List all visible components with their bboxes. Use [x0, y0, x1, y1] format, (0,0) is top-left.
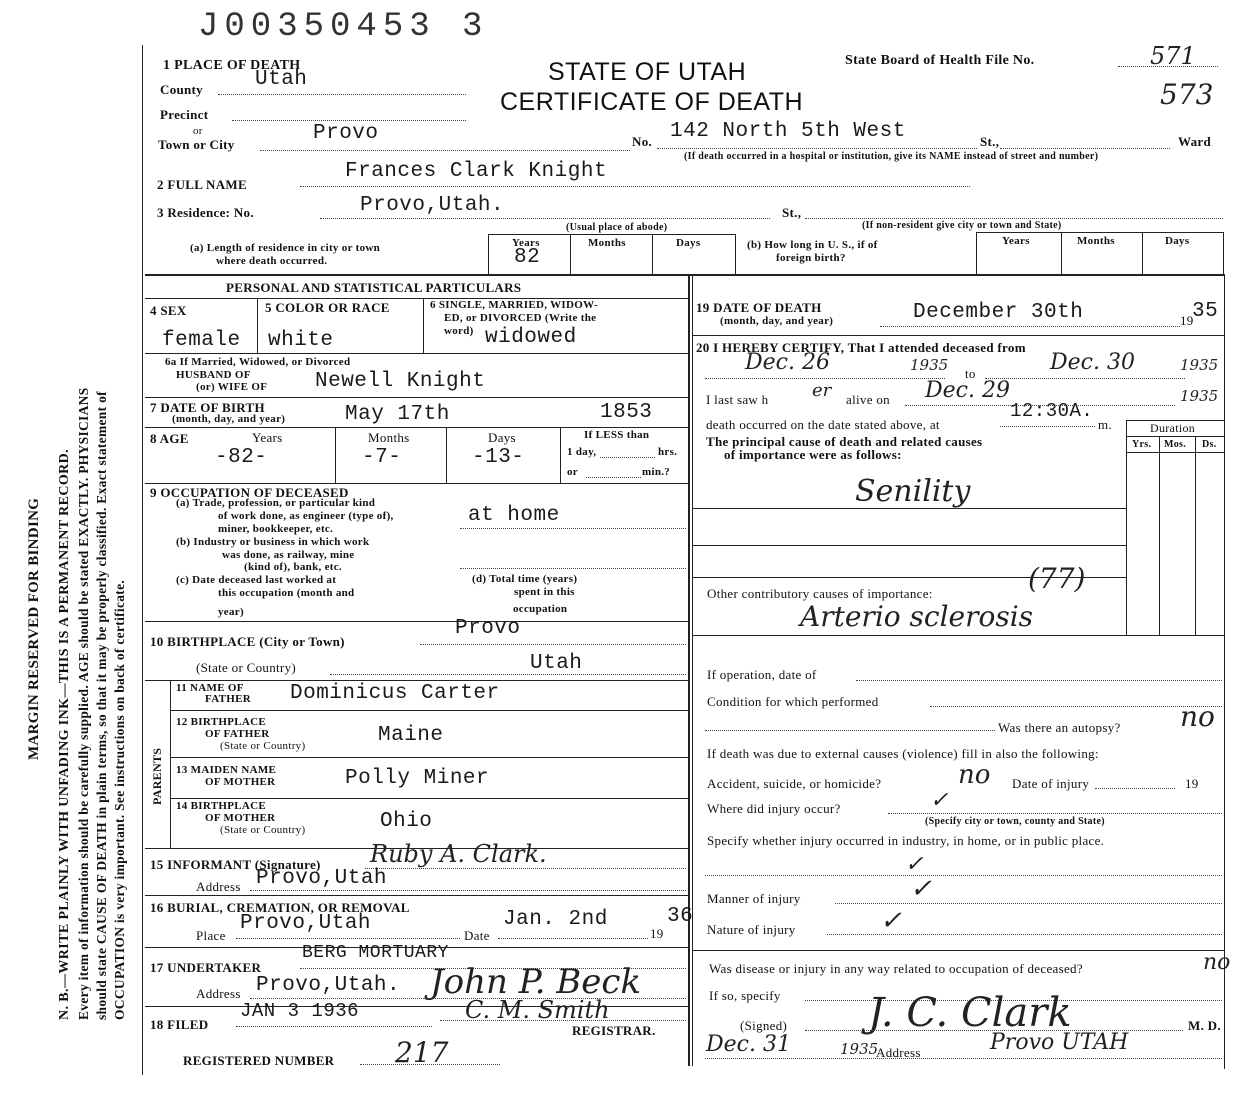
duration-label: Duration	[1150, 421, 1196, 435]
father-value: Dominicus Carter	[290, 682, 500, 705]
less-label: If LESS than	[584, 429, 650, 441]
undertaker-label: 17 UNDERTAKER	[150, 960, 262, 975]
last-saw-year: 1935	[1180, 387, 1219, 405]
mother-label-a: 13 MAIDEN NAME	[176, 764, 277, 776]
undertaker-value: BERG MORTUARY	[302, 943, 449, 963]
disease-label: Was disease or injury in any way related to occupation of deceased?	[709, 961, 1083, 976]
registrar-label: REGISTRAR.	[572, 1023, 656, 1038]
undertaker-address-value: Provo,Utah.	[256, 974, 401, 997]
non-resident-note: (If non-resident give city or town and State)	[862, 220, 1062, 231]
occ-c-3: year)	[218, 606, 244, 618]
duration-mid	[1126, 436, 1224, 437]
occupation-value: at home	[468, 504, 560, 527]
condition-label: Condition for which performed	[707, 694, 879, 709]
day-label: 1 day,	[567, 446, 597, 458]
occ-d-2: spent in this	[514, 586, 575, 598]
physician-signature: J. C. Clark	[868, 990, 1072, 1036]
res-col-2	[570, 234, 571, 274]
residence-st-line	[805, 218, 1223, 219]
occ-c-1: (c) Date deceased last worked at	[176, 574, 337, 586]
father-row-bottom	[170, 710, 688, 711]
color-label: 5 COLOR OR RACE	[265, 300, 390, 315]
residence-line	[320, 218, 770, 219]
mos-label: Mos.	[1164, 439, 1187, 450]
informant-signature: Ruby A. Clark.	[370, 840, 547, 868]
residence-months-label: Months	[588, 237, 626, 249]
registrar-line	[440, 1020, 686, 1021]
street-no-label: No.	[632, 134, 653, 149]
marital-label-c: word)	[444, 325, 474, 337]
margin-line-3: should state CAUSE OF DEATH in plain terms, so that it may be properly classified. Exact statement of	[94, 391, 109, 1020]
duration-header-bottom	[1126, 452, 1224, 453]
attended-to-line	[985, 378, 1185, 379]
margin-nb-line: N. B.—WRITE PLAINLY WITH UNFADING INK—THIS IS A PERMANENT RECORD.	[57, 448, 72, 1020]
sex-label: 4 SEX	[150, 303, 187, 318]
usual-abode-note: (Usual place of abode)	[566, 222, 668, 233]
us-label-b: foreign birth?	[776, 252, 846, 264]
cause-line-1	[692, 508, 1126, 509]
father-birthplace-value: Maine	[378, 724, 444, 747]
mother-value: Polly Miner	[345, 767, 490, 790]
informant-bottom	[145, 895, 688, 896]
dob-year-value: 1853	[600, 401, 653, 424]
town-line	[260, 150, 630, 151]
ds-label: Ds.	[1202, 439, 1217, 450]
age-days-value: -13-	[472, 446, 525, 469]
death-time-value: 12:30A.	[1010, 400, 1094, 422]
injury-date-label: Date of injury	[1012, 776, 1090, 791]
injury-year-prefix: 19	[1185, 776, 1199, 791]
cause-value: Senility	[855, 474, 971, 509]
last-saw-label: I last saw h	[706, 392, 769, 407]
injury-section-bottom	[692, 950, 1224, 951]
where-mark: ✓	[930, 788, 949, 813]
burial-label: 16 BURIAL, CREMATION, OR REMOVAL	[150, 900, 410, 915]
or-min-label: or	[567, 466, 578, 478]
marital-label-b: ED, or DIVORCED (Write the	[444, 312, 597, 324]
state-title: STATE OF UTAH	[548, 58, 747, 86]
attended-to-year: 1935	[1180, 356, 1219, 374]
father-label-a: 11 NAME OF	[176, 682, 244, 694]
occ-b-1: (b) Industry or business in which work	[176, 536, 370, 548]
burial-date-label: Date	[464, 928, 490, 943]
birthplace-label: 10 BIRTHPLACE (City or Town)	[150, 634, 345, 649]
margin-line-4: OCCUPATION is very important. See instructions on back of certificate.	[112, 579, 127, 1020]
spouse-row-bottom	[145, 397, 688, 398]
color-value: white	[268, 329, 334, 352]
occ-c-2: this occupation (month and	[218, 587, 355, 599]
specify-label: Specify whether injury occurred in industry, in home, or in public place.	[707, 833, 1105, 848]
mother-birthplace-value: Ohio	[380, 810, 433, 833]
where-line	[888, 813, 1222, 814]
signed-date: Dec. 31	[706, 1032, 791, 1057]
dod-year-value: 35	[1192, 300, 1219, 323]
manner-mark: ✓	[910, 874, 932, 904]
hrs-line	[600, 457, 655, 458]
attended-from-value: Dec. 26	[745, 350, 830, 375]
father-bp-bottom	[170, 757, 688, 758]
min-label: min.?	[642, 466, 671, 478]
age-label: 8 AGE	[150, 431, 189, 446]
occ-a-3: miner, bookkeeper, etc.	[218, 523, 334, 535]
informant-address-value: Provo,Utah	[256, 867, 388, 890]
age-row-bottom	[145, 483, 688, 484]
external-label: If death was due to external causes (violence) fill in also the following:	[707, 746, 1099, 761]
where-label: Where did injury occur?	[707, 801, 841, 816]
md-label: M. D.	[1188, 1018, 1221, 1033]
occ-a-2: of work done, as engineer (type of),	[218, 510, 394, 522]
autopsy-pre-line	[705, 730, 995, 731]
or-label: or	[193, 125, 203, 137]
marital-value: widowed	[485, 326, 577, 349]
center-divider	[688, 276, 690, 1066]
physician-address-value: Provo UTAH	[990, 1030, 1129, 1055]
parents-col-line	[170, 680, 171, 848]
where-note: (Specify city or town, county and State)	[925, 816, 1105, 827]
age-years-value: -82-	[215, 446, 268, 469]
physician-address-label: Address	[876, 1045, 921, 1060]
autopsy-value: no	[1180, 700, 1215, 733]
occ-d-3: occupation	[513, 603, 568, 615]
county-line	[218, 94, 466, 95]
residence-box-top	[488, 234, 736, 235]
dob-label-b: (month, day, and year)	[172, 413, 286, 425]
signed-year: 1935	[840, 1040, 879, 1058]
accident-label: Accident, suicide, or homicide?	[707, 776, 882, 791]
birthplace-line	[420, 644, 686, 645]
last-saw-date: Dec. 29	[925, 378, 1010, 403]
place-of-death-title: 1 PLACE OF DEATH	[163, 58, 301, 73]
us-col-1	[976, 232, 977, 274]
signed-label: (Signed)	[740, 1018, 788, 1033]
dob-row-bottom	[145, 427, 688, 428]
manner-line	[835, 903, 1222, 904]
full-name-line	[300, 186, 970, 187]
nature-label: Nature of injury	[707, 922, 796, 937]
attended-from-year: 1935	[910, 356, 949, 374]
residence-years-value: 82	[514, 246, 541, 269]
age-months-label: Months	[368, 430, 410, 445]
town-label: Town or City	[158, 137, 235, 152]
contributory-line	[692, 635, 1224, 636]
birthplace-state-label: (State or Country)	[196, 660, 296, 675]
county-label: County	[160, 82, 203, 97]
dod-row-bottom	[692, 335, 1224, 336]
full-name-value: Frances Clark Knight	[345, 160, 608, 183]
burial-date-value: Jan. 2nd	[503, 908, 608, 931]
form-left-border	[142, 45, 143, 1075]
county-value: Utah	[255, 68, 308, 91]
informant-label: 15 INFORMANT (Signature)	[150, 857, 321, 872]
precinct-label: Precinct	[160, 107, 209, 122]
spouse-value: Newell Knight	[315, 370, 486, 393]
autopsy-label: Was there an autopsy?	[998, 720, 1121, 735]
us-days-label: Days	[1165, 235, 1190, 247]
mother-bp-b: OF MOTHER	[205, 812, 276, 824]
spouse-label-b: HUSBAND OF	[176, 369, 251, 381]
birthplace-bottom	[145, 680, 688, 681]
contributory-value: Arterio sclerosis	[800, 600, 1034, 633]
duration-col-3	[1195, 436, 1196, 635]
alive-label: alive on	[846, 392, 890, 407]
us-col-4	[1223, 232, 1224, 274]
length-label-b: where death occurred.	[216, 255, 328, 267]
operation-line	[856, 680, 1222, 681]
residence-days-label: Days	[676, 237, 701, 249]
burial-place-value: Provo,Utah	[240, 912, 372, 935]
age-col-2	[446, 427, 447, 483]
age-col-1	[335, 427, 336, 483]
certificate-title: CERTIFICATE OF DEATH	[500, 88, 804, 116]
m-label: m.	[1098, 417, 1112, 432]
cause-line-2	[692, 545, 1126, 546]
residence-label: 3 Residence: No.	[157, 205, 254, 220]
hrs-label: hrs.	[658, 446, 678, 458]
dob-value: May 17th	[345, 403, 450, 426]
occupation-title: 9 OCCUPATION OF DECEASED	[150, 485, 349, 500]
occ-d-1: (d) Total time (years)	[472, 573, 578, 585]
res-col-4	[735, 234, 736, 274]
file-no-value: 571	[1150, 42, 1196, 70]
burial-date-line	[498, 938, 648, 939]
reg-number-line	[360, 1064, 500, 1065]
filed-label: 18 FILED	[150, 1017, 209, 1032]
contributory-label: Other contributory causes of importance:	[707, 586, 933, 601]
nature-mark: ✓	[880, 906, 902, 936]
reg-number-value: 217	[395, 1036, 449, 1069]
age-days-label: Days	[488, 430, 516, 445]
occupation-line	[460, 528, 686, 529]
yrs-label: Yrs.	[1132, 439, 1152, 450]
full-name-label: 2 FULL NAME	[157, 177, 247, 192]
operation-label: If operation, date of	[707, 667, 817, 682]
attended-from-line	[705, 378, 945, 379]
informant-address-line	[250, 890, 686, 891]
personal-title-line	[145, 298, 688, 299]
undertaker-signature: John P. Beck	[430, 962, 642, 1002]
undertaker-address-label: Address	[196, 986, 241, 1001]
accident-value: no	[958, 760, 991, 790]
us-col-2	[1061, 232, 1062, 274]
duration-col-2	[1159, 436, 1160, 635]
father-bp-c: (State or Country)	[220, 740, 306, 752]
us-months-label: Months	[1077, 235, 1115, 247]
ward-label: Ward	[1178, 134, 1211, 149]
margin-line-2: Every item of information should be carefully supplied. AGE should be stated EXACTLY. PHYSICIANS	[76, 387, 91, 1020]
burial-place-line	[236, 938, 460, 939]
occupation-bottom	[145, 621, 688, 622]
informant-address-label: Address	[196, 879, 241, 894]
occ-a-1: (a) Trade, profession, or particular kind	[176, 497, 376, 509]
last-saw-her: er	[812, 380, 832, 401]
death-occurred-label: death occurred on the date stated above, at	[706, 417, 940, 432]
birthplace-state-line	[330, 674, 686, 675]
birthplace-city-value: Provo	[455, 617, 521, 640]
min-line	[586, 477, 641, 478]
father-bp-b: OF FATHER	[205, 728, 270, 740]
duration-col-1	[1126, 420, 1127, 635]
mother-label-b: OF MOTHER	[205, 776, 276, 788]
contributory-code: (77)	[1028, 562, 1086, 595]
age-years-label: Years	[252, 430, 283, 445]
residence-value: Provo,Utah.	[360, 194, 505, 217]
filed-line	[236, 1026, 432, 1027]
occ-b-2: was done, as railway, mine	[222, 549, 355, 561]
informant-line	[365, 868, 686, 869]
dob-label-a: 7 DATE OF BIRTH	[150, 400, 265, 415]
sex-col-line	[257, 298, 258, 353]
personal-title: PERSONAL AND STATISTICAL PARTICULARS	[226, 280, 522, 295]
disease-value: no	[1203, 950, 1231, 975]
registrar-signature: C. M. Smith	[465, 996, 610, 1024]
dod-label-a: 19 DATE OF DEATH	[696, 300, 822, 315]
father-label-b: FATHER	[205, 693, 252, 705]
file-no-value-2: 573	[1160, 78, 1214, 111]
res-col-1	[488, 234, 489, 274]
specify-line	[705, 875, 1222, 876]
hospital-note: (If death occurred in a hospital or institution, give its NAME instead of street and number)	[684, 151, 1099, 162]
manner-label: Manner of injury	[707, 891, 801, 906]
center-divider-2	[692, 276, 693, 1066]
burial-year-prefix: 19	[650, 926, 664, 941]
death-time-line	[1000, 426, 1095, 427]
res-col-3	[652, 234, 653, 274]
serial-number: J00350453 3	[198, 8, 489, 46]
cause-label-b: of importance were as follows:	[724, 447, 902, 462]
margin-binding: MARGIN RESERVED FOR BINDING	[26, 497, 42, 760]
certify-label: 20 I HEREBY CERTIFY, That I attended deceased from	[696, 340, 1026, 355]
attended-to-label: to	[965, 366, 976, 381]
burial-place-label: Place	[196, 928, 226, 943]
birthplace-state-value: Utah	[530, 652, 583, 675]
age-col-3	[560, 427, 561, 483]
dod-year-prefix: 19	[1180, 313, 1194, 328]
cause-label-a: The principal cause of death and related causes	[706, 434, 983, 449]
us-label-a: (b) How long in U. S., if of	[747, 239, 878, 251]
mother-bp-a: 14 BIRTHPLACE	[176, 800, 266, 812]
precinct-line	[232, 120, 466, 121]
physician-address-line	[705, 1058, 1222, 1059]
parents-label: PARENTS	[150, 747, 164, 805]
file-no-label: State Board of Health File No.	[845, 53, 1035, 68]
mother-row-bottom	[170, 798, 688, 799]
reg-number-label: REGISTERED NUMBER	[183, 1053, 335, 1068]
age-months-value: -7-	[362, 446, 402, 469]
occ-b-3: (kind of), bank, etc.	[244, 561, 342, 573]
specify-mark: ✓	[905, 852, 924, 877]
main-grid-top	[145, 274, 1225, 276]
town-value: Provo	[313, 122, 379, 145]
us-years-label: Years	[1002, 235, 1030, 247]
nature-line	[827, 934, 1222, 935]
residence-st-label: St.,	[782, 205, 802, 220]
father-bp-a: 12 BIRTHPLACE	[176, 716, 266, 728]
spouse-label-c: (or) WIFE OF	[196, 381, 268, 393]
dod-label-b: (month, day, and year)	[720, 315, 834, 327]
dod-line	[880, 326, 1180, 327]
burial-year-value: 36	[667, 905, 694, 928]
spouse-label-a: 6a If Married, Widowed, or Divorced	[165, 356, 351, 368]
injury-date-line	[1095, 788, 1175, 789]
condition-line	[930, 706, 1222, 707]
mother-bp-c: (State or Country)	[220, 824, 306, 836]
residence-years-label: Years	[512, 237, 540, 249]
marital-label-a: 6 SINGLE, MARRIED, WIDOW-	[430, 299, 598, 311]
us-box-top	[976, 232, 1224, 233]
street-st-label: St.,	[980, 134, 1000, 149]
attended-to-value: Dec. 30	[1050, 350, 1135, 375]
street-value: 142 North 5th West	[670, 120, 906, 143]
dod-value: December 30th	[913, 301, 1084, 324]
industry-line	[460, 568, 686, 569]
ward-line	[1000, 148, 1170, 149]
street-line	[657, 148, 977, 149]
if-so-label: If so, specify	[709, 988, 781, 1003]
length-label-a: (a) Length of residence in city or town	[190, 242, 381, 254]
color-col-line	[423, 298, 424, 353]
us-col-3	[1142, 232, 1143, 274]
sex-row-bottom	[145, 353, 688, 354]
sex-value: female	[162, 329, 241, 352]
filed-value: JAN 3 1936	[240, 1000, 360, 1022]
